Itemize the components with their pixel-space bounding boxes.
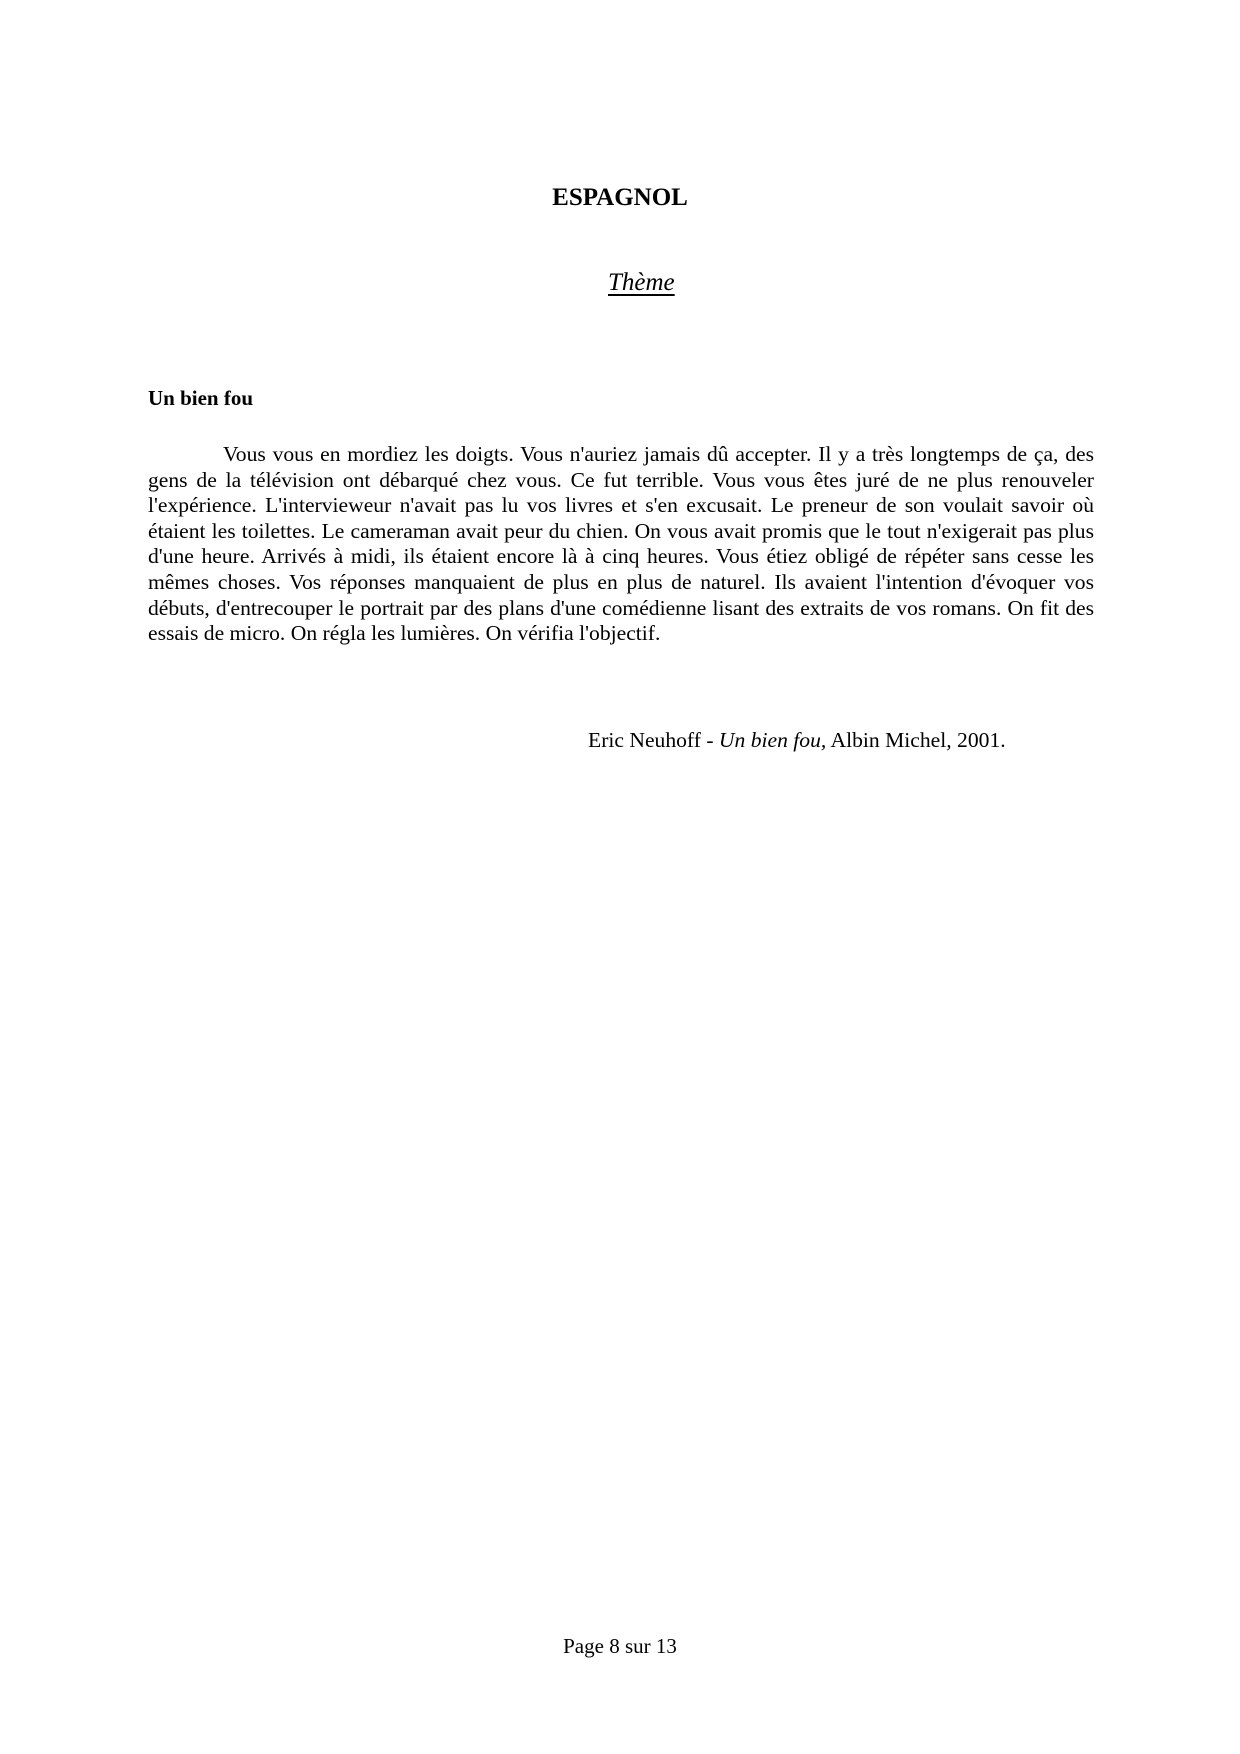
citation-publisher: Albin Michel [826,728,947,752]
page-title: ESPAGNOL [552,184,688,211]
page-number: Page 8 sur 13 [563,1634,677,1658]
excerpt-paragraph: Vous vous en mordiez les doigts. Vous n'auriez jamais dû accepter. Il y a très longtemps de ça, des gens de la télévision ont débarqué chez vous. Ce fut terrible. Vous vous êtes juré de ne plus renouveler l'expérience. L'intervieweur n'avait pas lu vos livres et s'en excusait. Le preneur de son voulait savoir où étaient les toilettes. Le cameraman avait peur du chien. On vous avait promis que le tout n'exigerait pas plus d'une heure. Arrivés à midi, ils étaient encore là à cinq heures. Vous étiez obligé de répéter sans cesse les mêmes choses. Vos réponses manquaient de plus en plus de naturel. Ils avaient l'intention d'évoquer vos débuts, d'entrecouper le portrait par des plans d'une comédienne lisant des extraits de vos romans. On fit des essais de micro. On régla les lumières. On vérifia l'objectif. [148,442,1094,646]
citation-separator: , [946,728,952,752]
text-title: Un bien fou [148,386,254,410]
exercise-type-heading: Thème [608,269,675,296]
citation-year: 2001. [951,728,1006,752]
citation-work: Un bien fou, [718,728,827,752]
citation-author: Eric Neuhoff - [588,728,719,752]
citation [588,727,1006,753]
